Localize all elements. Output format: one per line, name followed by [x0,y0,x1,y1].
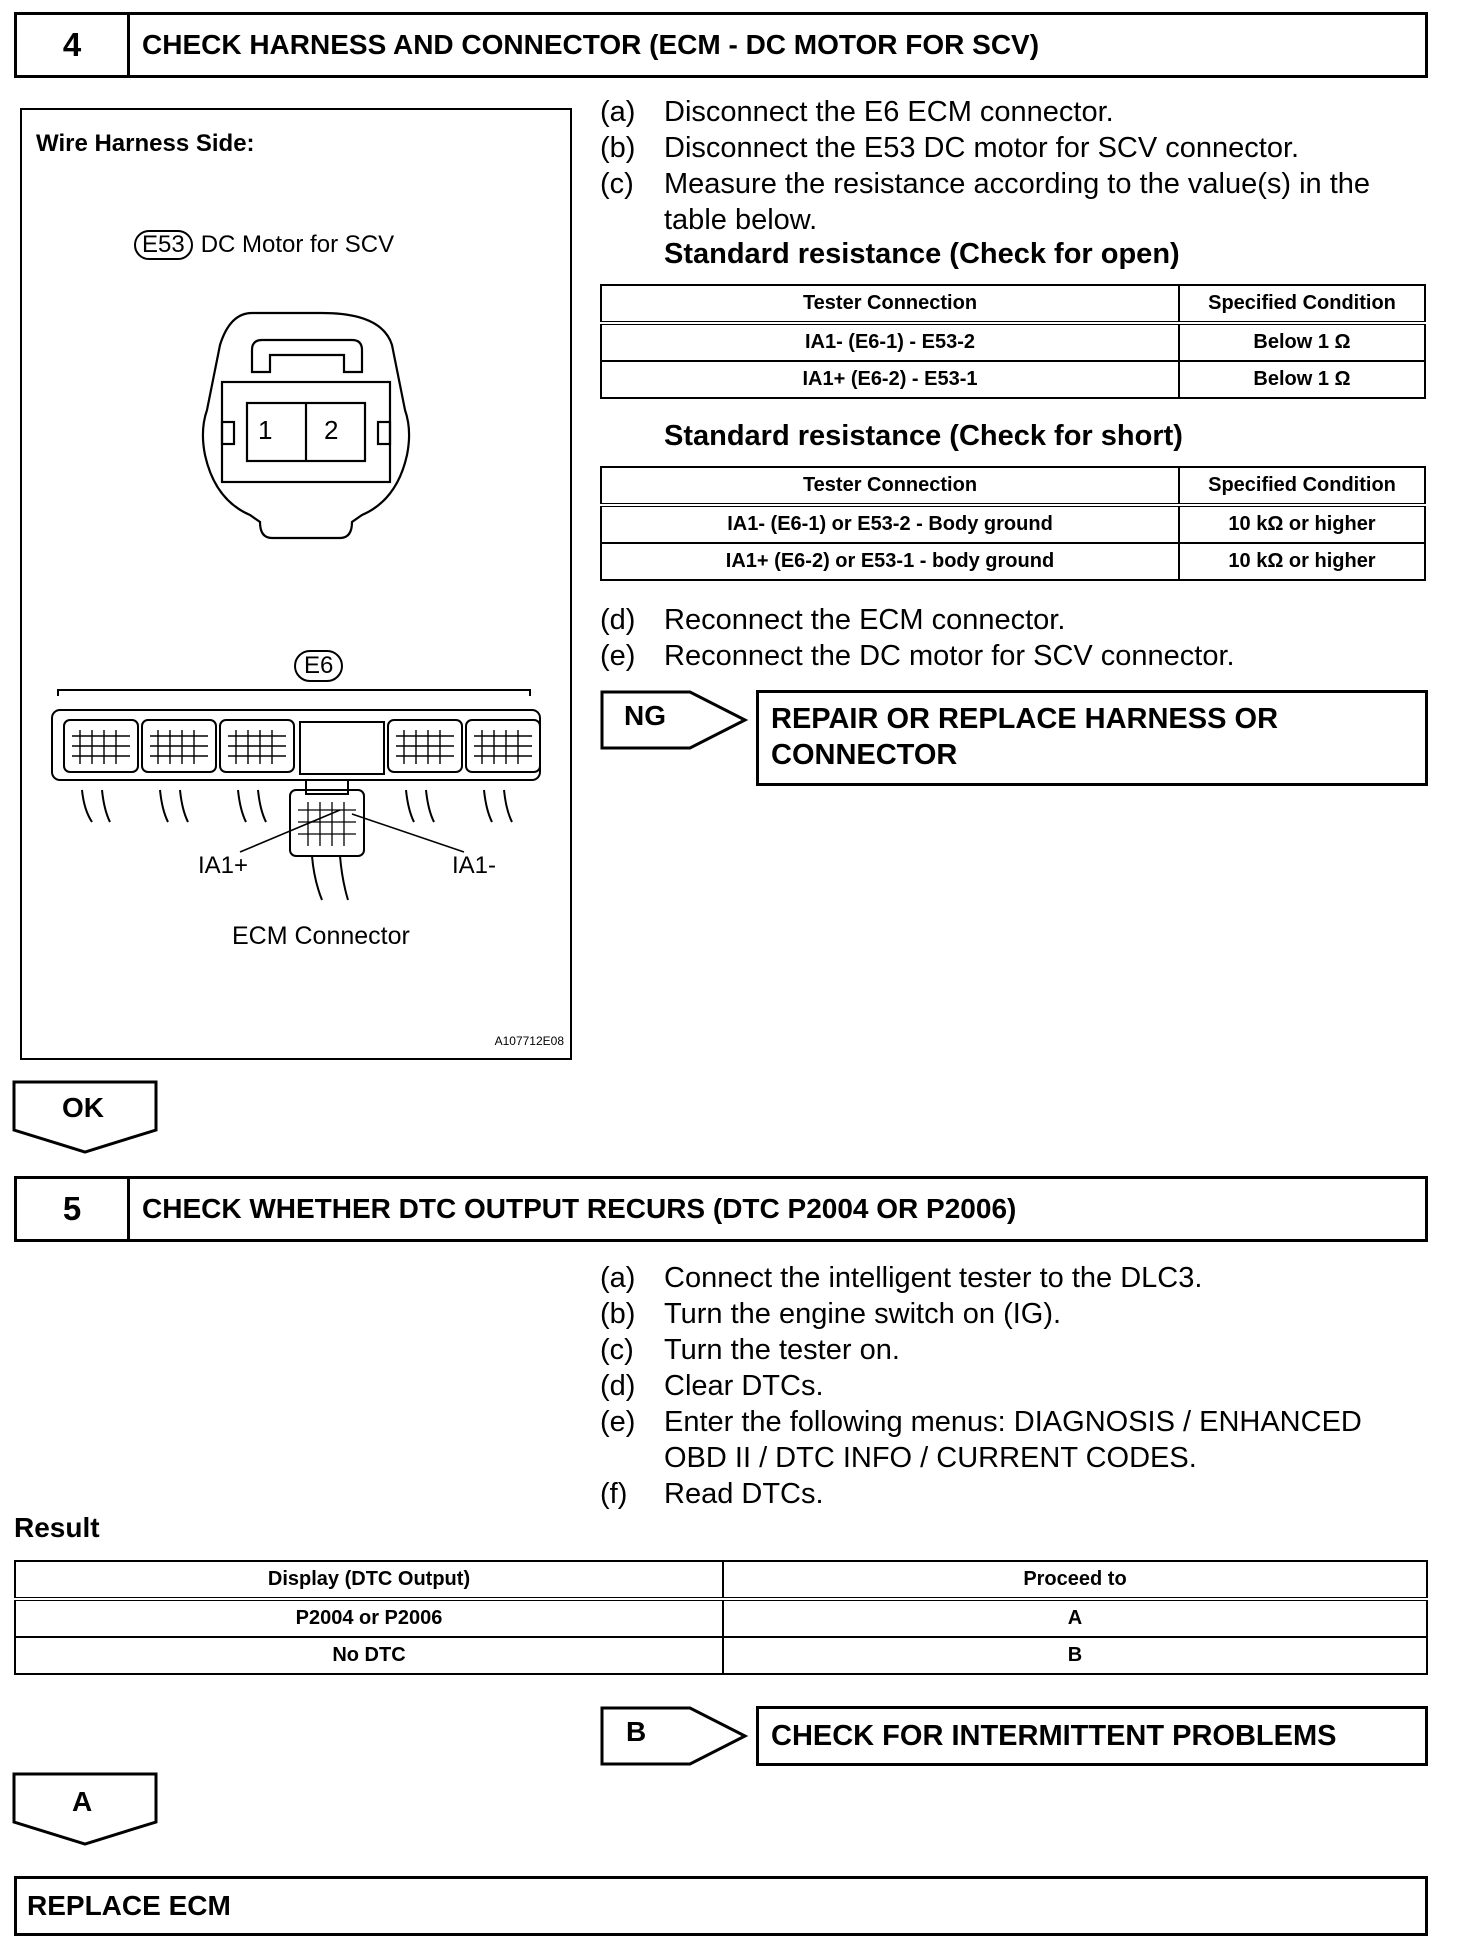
short-check-table: Tester Connection Specified Condition IA1- (E6-1) or E53-2 - Body ground 10 kΩ or higher IA1+ (E6-2) or E53-1 - body ground 10 kΩ or higher [600,466,1426,581]
e53-connector-shape [203,313,409,538]
instruction-item: (c) Measure the resistance according to the value(s) in the table below. [600,168,1371,236]
step-4-instructions-2 [600,602,1430,674]
table-row: IA1- (E6-1) or E53-2 - Body ground 10 kΩ or higher [601,505,1425,543]
pin-1: 1 [258,415,273,445]
wire-harness-figure [20,108,572,1060]
ng-action-box: REPAIR OR REPLACE HARNESS OR CONNECTOR [756,690,1428,786]
ecm-connector-label: ECM Connector [232,922,410,950]
instruction-item: (a) Connect the intelligent tester to the DLC3. [600,1262,1203,1294]
replace-ecm-box: REPLACE ECM [14,1876,1428,1936]
result-table: Display (DTC Output) Proceed to P2004 or P2006 A No DTC B [14,1560,1428,1675]
step-4-instructions [600,94,1430,238]
b-label: B [626,1716,647,1747]
step-title: CHECK HARNESS AND CONNECTOR (ECM - DC MOTOR FOR SCV) [142,29,1040,60]
a-label: A [72,1786,93,1817]
e53-tag: E53 [134,230,193,260]
instruction-item: (e) Reconnect the DC motor for SCV connector. [600,640,1235,672]
instruction-item: (e) Enter the following menus: DIAGNOSIS / ENHANCED OBD II / DTC INFO / CURRENT CODES. [600,1406,1362,1474]
b-arrow-icon [600,1706,750,1766]
ia1-minus-label: IA1- [452,852,497,879]
step-5-header [14,1176,1428,1242]
e6-tag: E6 [294,650,343,682]
b-action-box: CHECK FOR INTERMITTENT PROBLEMS [756,1706,1428,1766]
pin-2: 2 [324,415,339,445]
instruction-item: (d) Clear DTCs. [600,1370,824,1402]
table-row: IA1- (E6-1) - E53-2 Below 1 Ω [601,323,1425,361]
instruction-item: (c) Turn the tester on. [600,1334,900,1366]
open-check-table: Tester Connection Specified Condition IA1- (E6-1) - E53-2 Below 1 Ω IA1+ (E6-2) - E53-1 Below 1 Ω [600,284,1426,399]
step-number: 4 [17,15,130,75]
e53-label: DC Motor for SCV [200,231,395,258]
instruction-item: (d) Reconnect the ECM connector. [600,604,1066,636]
step-number: 5 [17,1179,130,1239]
step-4-header [14,12,1428,78]
table-row: IA1+ (E6-2) - E53-1 Below 1 Ω [601,361,1425,398]
open-check-title: Standard resistance (Check for open) [664,238,1180,270]
instruction-item: (f) Read DTCs. [600,1478,824,1510]
e6-connector-blocks [64,720,540,774]
ng-arrow-icon [600,690,750,750]
table-row: P2004 or P2006 A [15,1599,1427,1637]
figure-code: A107712E08 [494,1034,564,1048]
instruction-item: (b) Disconnect the E53 DC motor for SCV connector. [600,132,1300,164]
ok-label: OK [62,1092,104,1123]
result-title: Result [14,1512,100,1543]
step-title: CHECK WHETHER DTC OUTPUT RECURS (DTC P2004 OR P2006) [142,1193,1017,1224]
instruction-item: (a) Disconnect the E6 ECM connector. [600,96,1114,128]
table-row: No DTC B [15,1637,1427,1674]
ia1-plus-label: IA1+ [198,852,249,879]
figure-heading: Wire Harness Side: [36,130,255,157]
step-5-instructions [600,1260,1430,1512]
instruction-item: (b) Turn the engine switch on (IG). [600,1298,1062,1330]
e53-label-group [134,230,394,260]
ng-label: NG [624,700,666,731]
table-row: IA1+ (E6-2) or E53-1 - body ground 10 kΩ or higher [601,543,1425,580]
short-check-title: Standard resistance (Check for short) [664,420,1183,452]
